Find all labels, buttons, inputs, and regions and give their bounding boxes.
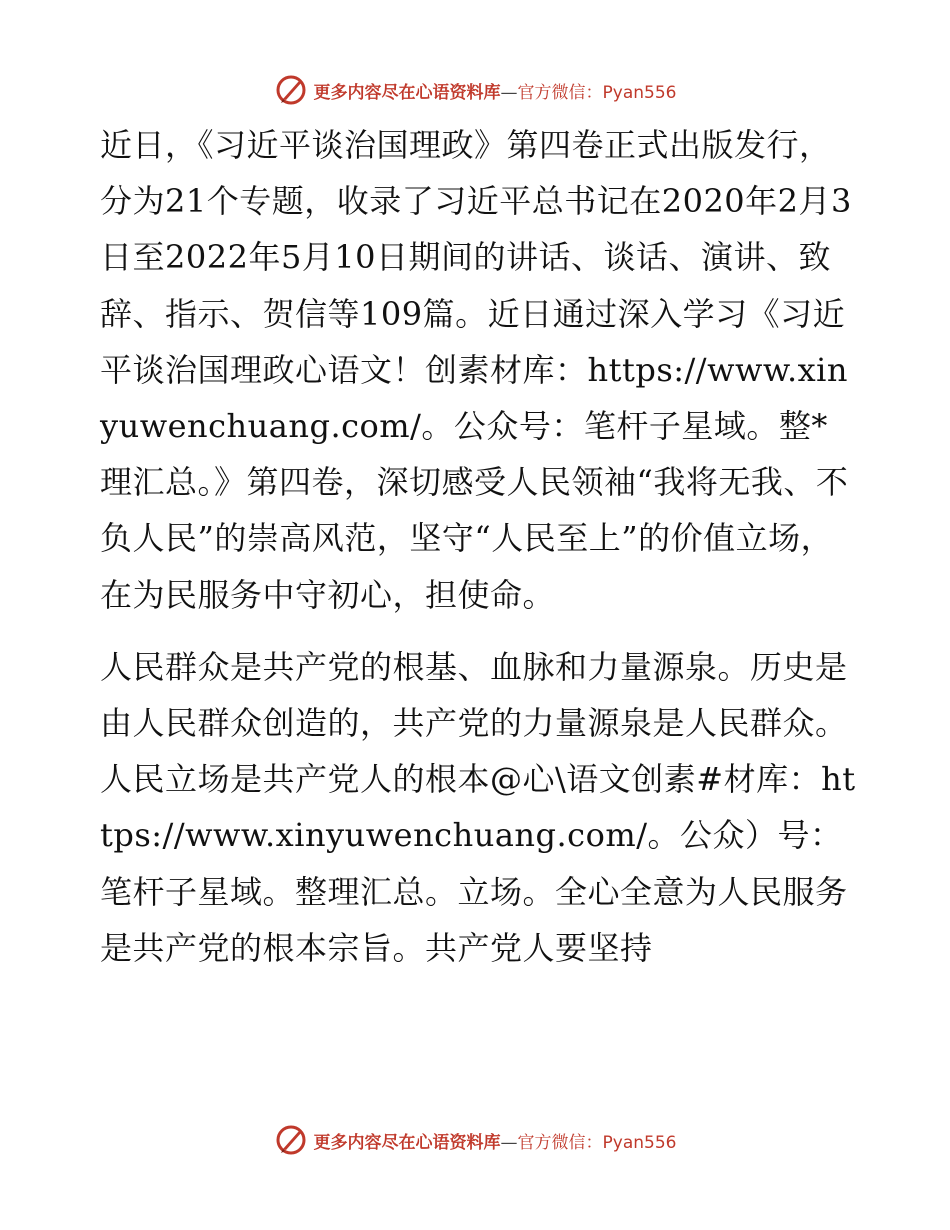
header-banner (0, 70, 950, 110)
banner-wechat-id: Pyan556 (602, 82, 677, 103)
banner-wechat-id: Pyan556 (602, 1132, 677, 1153)
quill-in-ring-icon (274, 73, 308, 107)
footer-banner (0, 1120, 950, 1160)
document-body (100, 117, 860, 992)
banner-separator: — (500, 82, 518, 103)
banner-wechat-label: 官方微信： (517, 82, 603, 103)
paragraph-2: 人民群众是共产党的根基、血脉和力量源泉。历史是由人民群众创造的，共产党的力量源泉是人民群众。人民立场是共产党人的根本@心\语文创素#材库：https://www.xinyuwenchuang.com/。公众）号：笔杆子星域。整理汇总。立场。全心全意为人民服务是共产党的根本宗旨。共产党人要坚持 (100, 647, 856, 967)
paragraph-1: 近日，《习近平谈治国理政》第四卷正式出版发行，分为21个专题，收录了习近平总书记在2020年2月3日至2022年5月10日期间的讲话、谈话、演讲、致辞、指示、贺信等109篇。近日通过深入学习《习近平谈治国理政心语文！创素材库：https://www.xinyuwenchuang.com/。公众号：笔杆子星域。整*理汇总。》第四卷，深切感受人民领袖“我将无我、不负人民”的崇高风范，坚守“人民至上”的价值立场，在为民服务中守初心，担使命。 (100, 126, 852, 614)
banner-wechat-label: 官方微信： (517, 1132, 603, 1153)
banner-main-text: 更多内容尽在心语资料库 (313, 1132, 501, 1153)
banner-main-text: 更多内容尽在心语资料库 (313, 82, 501, 103)
banner-separator: — (500, 1132, 518, 1153)
quill-in-ring-icon (274, 1123, 308, 1157)
